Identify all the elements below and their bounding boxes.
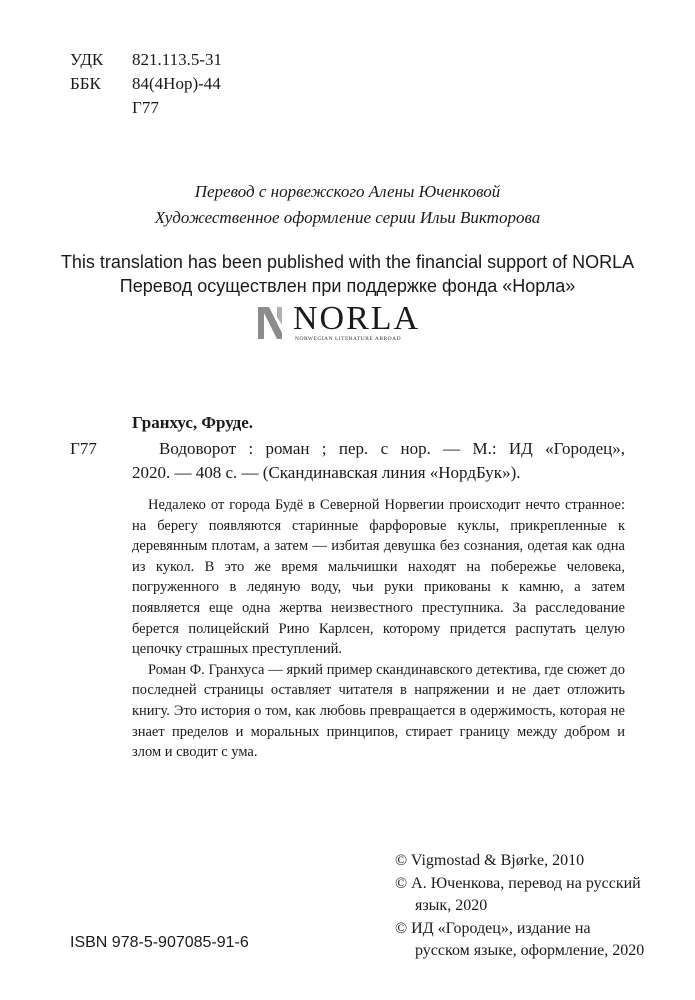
udk-value: 821.113.5-31 [132,50,223,69]
norla-logo [255,300,421,347]
udk-label: УДК [70,50,104,69]
biblio-code: Г77 [70,439,97,458]
norla-wordmark: NORLA [293,300,421,337]
copyright-line: © А. Юченкова, перевод на русский язык, 2020 [395,874,641,914]
copyright-line: © Vigmostad & Bjørke, 2010 [395,852,585,869]
bbk-value: 84(4Нор)-44 [132,74,221,93]
copyright-block [395,850,645,963]
bbk-label: ББК [70,74,101,93]
support-english: This translation has been published with the financial support of NORLA [60,252,635,272]
annotation [132,495,625,763]
translator-credit: Перевод с норвежского Алены Юченковой [194,182,501,201]
biblio-title-line: Водоворот : роман ; пер. с нор. — М.: ИД «Городец», [159,439,625,458]
biblio-imprint-line: 2020. — 408 с. — (Скандинавская линия «НордБук»). [132,463,521,482]
author-mark: Г77 [132,98,159,117]
copyright-line: © ИД «Городец», издание на русском языке, оформление, 2020 [395,919,645,959]
norla-tagline: NORWEGIAN LITERATURE ABROAD [295,336,402,342]
support-russian: Перевод осуществлен при поддержке фонда «Норла» [119,276,576,296]
annotation-paragraph: Недалеко от города Будё в Северной Норвегии происходит нечто странное: на берегу появляются старинные фарфоровые куклы, прикрепленные к деревянным плотам, а затем — избитая девушка без сознания, одетая как одна из кукол. В это же время мальчишки находят на побережье человека, погруженного в ледяную воду, чьи руки прикованы к камню, а затем появляется еще одна жертва неизвестного преступника. За расследование берется полицейский Рино Карлсен, которому придется распутать целую цепочку страшных преступлений. [132,497,625,658]
design-credit: Художественное оформление серии Ильи Викторова [154,208,541,227]
isbn: ISBN 978-5-907085-91-6 [70,934,249,951]
norla-mark-icon [255,305,289,341]
biblio-author: Гранхус, Фруде. [132,413,254,432]
annotation-paragraph: Роман Ф. Гранхуса — яркий пример скандинавского детектива, где сюжет до последней страницы оставляет читателя в напряжении и не дает отложить книгу. Это история о том, как любовь превращается в одержимость, которая не знает пределов и моральных принципов, стирает границу между добром и злом и сводит с ума. [132,661,625,761]
